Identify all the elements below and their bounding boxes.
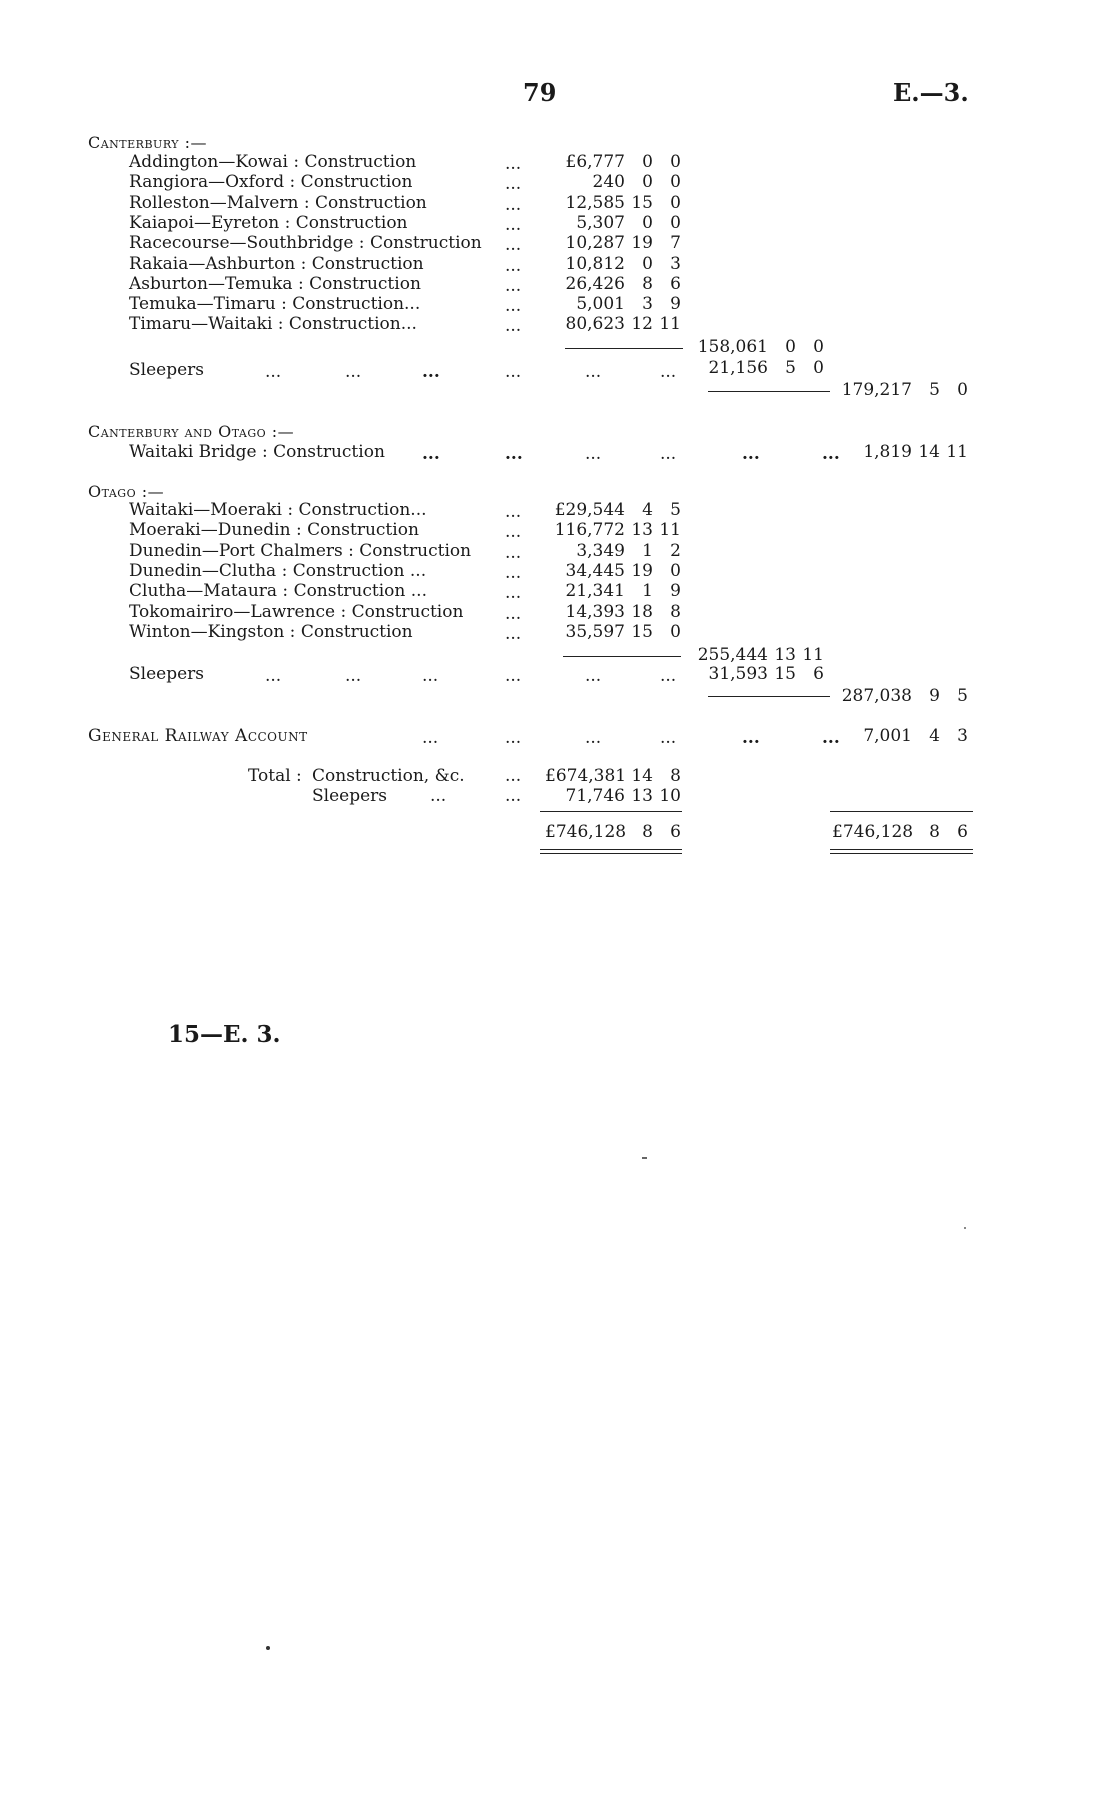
row-pounds: 116,772 <box>554 520 625 541</box>
leader-dots: ... <box>660 362 677 382</box>
canterbury-sleepers-pounds: 21,156 <box>708 358 768 378</box>
leader-dots: ... <box>345 362 362 382</box>
row-pounds: 240 <box>592 172 625 193</box>
row-pence: 2 <box>670 540 681 561</box>
row-shillings: 0 <box>642 172 653 193</box>
leader-dots: ... <box>660 444 677 464</box>
row-pence: 0 <box>670 192 681 213</box>
leader-dots: ... <box>585 362 602 382</box>
leader-dots: ... <box>265 362 282 382</box>
leader-dots: ... <box>505 623 522 644</box>
leader-dots: ... <box>505 444 523 464</box>
canterbury-subtotal-pounds: 158,061 <box>697 337 768 357</box>
row-pence: 0 <box>670 172 681 193</box>
canterbury-sleepers-pence: 0 <box>813 358 824 378</box>
double-rule <box>540 849 682 854</box>
row-pence: 3 <box>670 253 681 274</box>
row-shillings: 4 <box>642 500 653 520</box>
row-pence: 0 <box>670 621 681 642</box>
scan-speck <box>964 1227 966 1229</box>
waitaki-bridge-pounds: 1,819 <box>863 442 912 462</box>
total-construction-pence: 8 <box>670 766 681 786</box>
section-heading-canterbury-otago: Canterbury and Otago :— <box>88 422 295 441</box>
row-label: Moeraki—Dunedin : Construction <box>129 520 419 541</box>
row-shillings: 3 <box>642 294 653 315</box>
leader-dots: ... <box>422 362 440 382</box>
canterbury-subtotal-shillings: 0 <box>785 337 796 357</box>
row-pounds: 26,426 <box>565 273 625 294</box>
leader-dots: ... <box>505 174 522 195</box>
leader-dots: ... <box>660 666 677 686</box>
waitaki-bridge-label: Waitaki Bridge : Construction <box>129 442 385 462</box>
row-shillings: 0 <box>642 152 653 172</box>
row-pounds: 34,445 <box>565 560 625 581</box>
grand-total-left-pence: 6 <box>670 822 681 842</box>
row-label: Waitaki—Moeraki : Construction... <box>129 500 427 520</box>
row-shillings: 19 <box>631 560 653 581</box>
otago-total-pounds: 287,038 <box>841 686 912 706</box>
row-shillings: 8 <box>642 273 653 294</box>
double-rule <box>830 849 973 854</box>
leader-dots: ... <box>585 444 602 464</box>
otago-subtotal-pence: 11 <box>802 645 824 665</box>
row-pence: 7 <box>670 233 681 254</box>
canterbury-total-pounds: 179,217 <box>841 380 912 400</box>
row-pounds: 3,349 <box>576 540 625 561</box>
rule <box>708 696 830 697</box>
leader-dots: ... <box>585 666 602 686</box>
row-label: Dunedin—Port Chalmers : Construction <box>129 540 472 561</box>
leader-dots: ... <box>505 522 522 543</box>
leader-dots: ... <box>505 214 522 235</box>
row-pounds: 21,341 <box>565 581 625 602</box>
row-pounds: 12,585 <box>565 192 625 213</box>
row-pence: 0 <box>670 560 681 581</box>
total-construction-shillings: 14 <box>631 766 653 786</box>
grand-total-left-pounds: £746,128 <box>545 822 627 842</box>
leader-dots: ... <box>505 583 522 604</box>
leader-dots: ... <box>822 444 840 464</box>
waitaki-bridge-pence: 11 <box>946 442 968 462</box>
leader-dots: ... <box>505 666 522 686</box>
total-sleepers-label: Sleepers <box>312 786 387 806</box>
otago-sleepers-pounds: 31,593 <box>708 664 768 684</box>
leader-dots: ... <box>345 666 362 686</box>
total-sleepers-shillings: 13 <box>631 786 653 806</box>
section-heading-otago: Otago :— <box>88 482 165 501</box>
leader-dots: ... <box>505 603 522 624</box>
row-label: Rakaia—Ashburton : Construction <box>129 253 424 274</box>
leader-dots: ... <box>265 666 282 686</box>
leader-dots: ... <box>822 728 840 748</box>
leader-dots: ... <box>505 766 522 786</box>
leader-dots: ... <box>505 562 522 583</box>
row-label: Addington—Kowai : Construction <box>129 152 417 172</box>
leader-dots: ... <box>505 296 522 317</box>
row-label: Clutha—Mataura : Construction ... <box>129 581 427 602</box>
canterbury-sleepers-label: Sleepers <box>129 360 204 380</box>
row-pence: 9 <box>670 294 681 315</box>
row-shillings: 15 <box>631 621 653 642</box>
leader-dots: ... <box>505 728 522 748</box>
row-shillings: 0 <box>642 253 653 274</box>
general-railway-account-label: General Railway Account <box>88 726 308 746</box>
leader-dots: ... <box>422 444 440 464</box>
canterbury-sleepers-shillings: 5 <box>785 358 796 378</box>
leader-dots: ... <box>422 666 439 686</box>
section-heading-canterbury: Canterbury :— <box>88 133 207 152</box>
leader-dots: ... <box>505 786 522 806</box>
row-shillings: 1 <box>642 540 653 561</box>
row-label: Racecourse—Southbridge : Construction <box>129 233 482 254</box>
row-pounds: 10,812 <box>565 253 625 274</box>
row-label: Kaiapoi—Eyreton : Construction <box>129 212 408 233</box>
leader-dots: ... <box>505 362 522 382</box>
row-pence: 9 <box>670 581 681 602</box>
otago-total-shillings: 9 <box>929 686 940 706</box>
general-pounds: 7,001 <box>863 726 912 746</box>
waitaki-bridge-shillings: 14 <box>918 442 940 462</box>
row-pounds: 10,287 <box>565 233 625 254</box>
row-label: Dunedin—Clutha : Construction ... <box>129 560 427 581</box>
total-sleepers-pence: 10 <box>659 786 681 806</box>
leader-dots: ... <box>422 728 439 748</box>
total-sleepers-pounds: 71,746 <box>565 786 625 806</box>
leader-dots: ... <box>505 235 522 256</box>
row-shillings: 13 <box>631 520 653 541</box>
row-pounds: £29,544 <box>554 500 625 520</box>
row-label: Rolleston—Malvern : Construction <box>129 192 427 213</box>
leader-dots: ... <box>505 542 522 563</box>
row-shillings: 12 <box>631 314 653 335</box>
leader-dots: ... <box>505 255 522 276</box>
rule <box>708 391 830 392</box>
row-pence: 11 <box>659 314 681 335</box>
row-shillings: 19 <box>631 233 653 254</box>
total-construction-label: Construction, &c. <box>312 766 465 786</box>
row-pence: 5 <box>670 500 681 520</box>
otago-sleepers-label: Sleepers <box>129 664 204 684</box>
row-label: Temuka—Timaru : Construction... <box>129 294 421 315</box>
row-pence: 6 <box>670 273 681 294</box>
row-shillings: 18 <box>631 601 653 622</box>
row-pounds: 5,307 <box>576 212 625 233</box>
total-label: Total : <box>248 766 302 786</box>
leader-dots: ... <box>505 194 522 215</box>
leader-dots: ... <box>660 728 677 748</box>
rule <box>830 811 973 812</box>
otago-sleepers-pence: 6 <box>813 664 824 684</box>
grand-total-right-shillings: 8 <box>929 822 940 842</box>
leader-dots: ... <box>505 275 522 296</box>
row-label: Rangiora—Oxford : Construction <box>129 172 413 193</box>
total-construction-pounds: £674,381 <box>545 766 627 786</box>
row-pounds: 14,393 <box>565 601 625 622</box>
canterbury-total-shillings: 5 <box>929 380 940 400</box>
leader-dots: ... <box>742 728 760 748</box>
leader-dots: ... <box>505 502 522 522</box>
row-label: Winton—Kingston : Construction <box>129 621 413 642</box>
general-shillings: 4 <box>929 726 940 746</box>
otago-total-pence: 5 <box>957 686 968 706</box>
page-number: 79 <box>523 78 557 107</box>
rule <box>565 348 683 349</box>
row-pence: 0 <box>670 152 681 172</box>
otago-subtotal-shillings: 13 <box>774 645 796 665</box>
row-pounds: 35,597 <box>565 621 625 642</box>
row-pence: 11 <box>659 520 681 541</box>
row-label: Tokomairiro—Lawrence : Construction <box>129 601 464 622</box>
row-pence: 0 <box>670 212 681 233</box>
canterbury-total-pence: 0 <box>957 380 968 400</box>
row-shillings: 1 <box>642 581 653 602</box>
row-shillings: 0 <box>642 212 653 233</box>
doc-reference: E.—3. <box>893 78 969 107</box>
rule <box>563 656 681 657</box>
leader-dots: ... <box>505 154 522 174</box>
rule <box>540 811 682 812</box>
grand-total-left-shillings: 8 <box>642 822 653 842</box>
general-pence: 3 <box>957 726 968 746</box>
row-pounds: £6,777 <box>565 152 625 172</box>
row-pounds: 5,001 <box>576 294 625 315</box>
row-label: Timaru—Waitaki : Construction... <box>129 314 417 335</box>
grand-total-right-pence: 6 <box>957 822 968 842</box>
grand-total-right-pounds: £746,128 <box>832 822 914 842</box>
otago-subtotal-pounds: 255,444 <box>697 645 768 665</box>
leader-dots: ... <box>430 786 447 806</box>
row-shillings: 15 <box>631 192 653 213</box>
otago-sleepers-shillings: 15 <box>774 664 796 684</box>
scan-speck <box>642 1157 647 1159</box>
row-pence: 8 <box>670 601 681 622</box>
leader-dots: ... <box>742 444 760 464</box>
canterbury-subtotal-pence: 0 <box>813 337 824 357</box>
signature-mark: 15—E. 3. <box>168 1021 281 1048</box>
row-pounds: 80,623 <box>565 314 625 335</box>
row-label: Asburton—Temuka : Construction <box>129 273 421 294</box>
scan-speck <box>266 1646 270 1650</box>
leader-dots: ... <box>505 316 522 337</box>
leader-dots: ... <box>585 728 602 748</box>
